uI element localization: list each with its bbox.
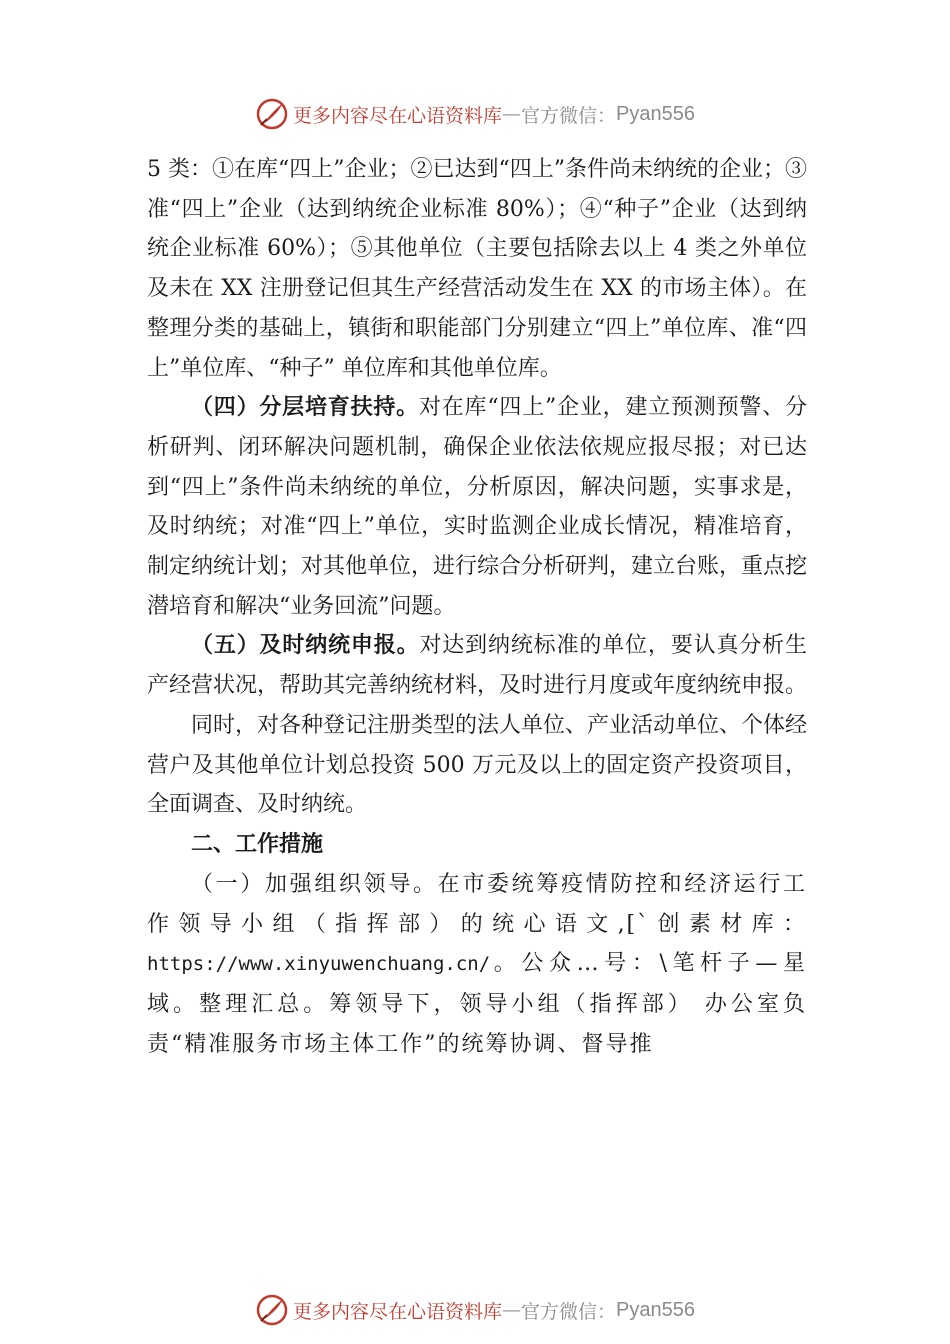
- paragraph-5-a: （一）加强组织领导。在市委统筹疫情防控和经济运行工作领导小组（指挥部）的统心语文,[`创素材库：: [147, 871, 807, 937]
- banner-wechat-label: 官方微信：: [521, 104, 617, 127]
- paragraph-3: [147, 626, 807, 705]
- header-banner: [0, 94, 950, 134]
- paragraph-2-text: 对在库“四上”企业，建立预测预警、分析研判、闭环解决问题机制，确保企业依法依规应报尽报；对已达到“四上”条件尚未纳统的单位，分析原因，解决问题，实事求是，及时纳统；对准“四上”单位，实时监测企业成长情况，精准培育，制定纳统计划；对其他单位，进行综合分析研判，建立台账，重点挖潜培育和解决“业务回流”问题。: [147, 395, 808, 619]
- paragraph-3-text: 对达到纳统标准的单位，要认真分析生产经营状况，帮助其完善纳统材料，及时进行月度或年度纳统申报。: [147, 633, 808, 699]
- section-heading: 二、工作措施: [191, 831, 324, 857]
- quill-logo-icon: [255, 97, 289, 131]
- footer-banner-text: 更多内容尽在心语资料库: [293, 1300, 503, 1323]
- paragraph-1: 5 类：①在库“四上”企业；②已达到“四上”条件尚未纳统的企业；③准“四上”企业（达到纳统企业标准 80%）；④“种子”企业（达到纳统企业标准 60%）；⑤其他单位（主要包括除去以上 4 类之外单位及未在 XX 注册登记但其生产经营活动发生在 XX 的市场主体）。在整理分类的基础上，镇街和职能部门分别建立“四上”单位库、准“四上”单位库、“种子” 单位库和其他单位库。: [147, 157, 807, 381]
- banner-dash: —: [502, 103, 522, 125]
- footer-banner-wechat-id: Pyan556: [616, 1298, 695, 1321]
- banner-text: 更多内容尽在心语资料库: [293, 104, 503, 127]
- document-body: [147, 150, 807, 1064]
- banner-wechat-id: Pyan556: [616, 102, 695, 125]
- paragraph-4: 同时，对各种登记注册类型的法人单位、产业活动单位、个体经营户及其他单位计划总投资 500 万元及以上的固定资产投资项目，全面调查、及时纳统。: [147, 712, 808, 818]
- paragraph-2: [147, 388, 807, 626]
- quill-logo-icon: [255, 1293, 289, 1327]
- footer-banner-dash: —: [502, 1299, 522, 1321]
- paragraph-5: [147, 865, 807, 1065]
- footer-banner: [0, 1290, 950, 1330]
- paragraph-2-lead: （四）分层培育扶持。: [191, 394, 419, 421]
- paragraph-5-b: 。公众…号：\笔杆子—星域。整理汇总。筹领导下，领导小组（指挥部） 办公室负责“精准服务市场主体工作”的统筹协调、督导推: [147, 951, 807, 1057]
- footer-banner-wechat-label: 官方微信：: [521, 1300, 617, 1323]
- paragraph-3-lead: （五）及时纳统申报。: [191, 632, 420, 659]
- paragraph-5-url: https://www.xinyuwenchuang.cn/: [147, 953, 491, 976]
